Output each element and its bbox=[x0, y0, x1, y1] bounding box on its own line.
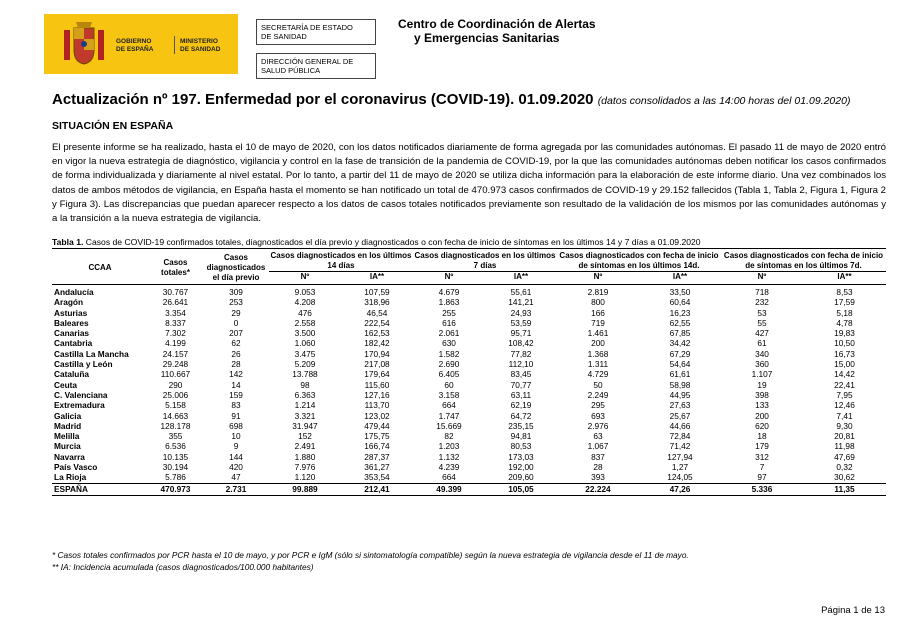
ccaa-name-cell: País Vasco bbox=[54, 462, 98, 473]
total-label-cell: ESPAÑA bbox=[52, 483, 148, 495]
value-cell: 355 bbox=[148, 431, 203, 441]
value-cell: 2.491 bbox=[294, 441, 316, 452]
ccaa-name-cell: La Rioja bbox=[52, 472, 148, 483]
table-row bbox=[52, 308, 886, 318]
value-cell: 29.248 bbox=[162, 359, 189, 370]
col-prev: Casos diagnosticados el día previo bbox=[203, 249, 269, 285]
value-cell: 1.203 bbox=[438, 441, 460, 452]
value-cell: 2.558 bbox=[294, 317, 316, 328]
value-cell: 1.067 bbox=[587, 441, 609, 452]
value-cell: 800 bbox=[591, 297, 605, 308]
value-cell: 60,64 bbox=[669, 297, 691, 308]
value-cell: 6.536 bbox=[165, 441, 186, 452]
col-group-sym7d: Casos diagnosticados con fecha de inicio de síntomas en los últimos 7d. bbox=[721, 249, 886, 272]
value-cell: 17,59 bbox=[834, 297, 855, 308]
value-cell: 318,96 bbox=[364, 297, 390, 308]
value-cell: 3.500 bbox=[269, 328, 341, 338]
value-cell: 50 bbox=[593, 379, 603, 390]
ccaa-name-cell: Asturias bbox=[52, 308, 148, 318]
value-cell: 361,27 bbox=[364, 462, 390, 473]
value-cell: 295 bbox=[591, 400, 605, 411]
value-cell: 719 bbox=[591, 317, 605, 328]
value-cell: 115,60 bbox=[364, 379, 390, 390]
gobierno-text: GOBIERNO DE ESPAÑA bbox=[116, 38, 154, 53]
intro-paragraph: El presente informe se ha realizado, hasta el 10 de mayo de 2020, con los datos notificados diariamente de forma agregada por las comunidades autónomas. El pasado 11 de mayo de 2020 entró en vigor la nueva estrategia de diagnóstico, vigilancia y control en la fase de transición de la pandemia de COVID-19, por la que las comunidades autónomas deben notificar los casos confirmados de forma individualizada y diariamente al nivel estatal. Por lo tanto, a partir del 11 de mayo de 2020 se utiliza dicha información para la elaboración de este informe diario. Una vez combinados los datos de ambos métodos de vigilancia, en España hasta el momento se han notificado un total de 470.973 casos confirmados de COVID-19 y 29.152 fallecidos (Tabla 1, Tabla 2, Figura 1, Figura 2 y Figura 3). Las discrepancias que puedan aparecer respecto a los datos de casos totales notificados previamente son resultado de la validación de los mismos por las comunidades autónomas y a la transición a la nueva estrategia de vigilancia. bbox=[52, 142, 886, 225]
table-row bbox=[52, 390, 886, 400]
ccaa-name-cell: Canarias bbox=[52, 328, 148, 338]
value-cell: 309 bbox=[203, 285, 269, 298]
col-ia: IA** bbox=[369, 272, 385, 281]
value-cell: 70,77 bbox=[510, 379, 532, 390]
value-cell: 46,54 bbox=[341, 308, 413, 318]
value-cell: 83,45 bbox=[485, 369, 557, 379]
value-cell: 64,72 bbox=[485, 411, 557, 421]
value-cell: 1,27 bbox=[671, 462, 689, 473]
value-cell: 82 bbox=[413, 431, 485, 441]
value-cell: 142 bbox=[203, 369, 269, 379]
col-group-sym14d: Casos diagnosticados con fecha de inicio de síntomas en los últimos 14d. bbox=[557, 249, 721, 272]
value-cell: 1.107 bbox=[721, 369, 803, 379]
value-cell: 4.199 bbox=[165, 338, 186, 349]
value-cell: 235,15 bbox=[508, 420, 534, 431]
value-cell: 1.880 bbox=[269, 452, 341, 462]
value-cell: 207 bbox=[203, 328, 269, 338]
value-cell: 124,05 bbox=[639, 472, 721, 483]
value-cell: 200 bbox=[721, 411, 803, 421]
value-cell: 53,59 bbox=[510, 317, 532, 328]
table-row bbox=[52, 411, 886, 421]
value-cell: 67,85 bbox=[639, 328, 721, 338]
value-cell: 9,30 bbox=[836, 420, 853, 431]
value-cell: 24,93 bbox=[485, 308, 557, 318]
table-row bbox=[52, 472, 886, 483]
col-n: Nº bbox=[300, 272, 310, 281]
value-cell: 2.061 bbox=[413, 328, 485, 338]
value-cell: 108,42 bbox=[508, 338, 534, 349]
value-cell: 4.729 bbox=[557, 369, 639, 379]
ccaa-name-cell: Aragón bbox=[54, 297, 84, 308]
table-row bbox=[52, 441, 886, 451]
value-cell: 1.863 bbox=[438, 297, 460, 308]
col-group-7d: Casos diagnosticados en los últimos 7 días bbox=[413, 249, 557, 272]
value-cell: 12,46 bbox=[834, 400, 855, 411]
value-cell: 5,18 bbox=[803, 308, 886, 318]
value-cell: 664 bbox=[413, 472, 485, 483]
table-row bbox=[52, 359, 886, 369]
col-ia: IA** bbox=[672, 272, 688, 281]
value-cell: 47 bbox=[203, 472, 269, 483]
value-cell: 83 bbox=[231, 400, 241, 411]
section-heading: SITUACIÓN EN ESPAÑA bbox=[52, 120, 174, 132]
cases-table bbox=[52, 248, 886, 496]
value-cell: 10.135 bbox=[148, 452, 203, 462]
footnote-1: * Casos totales confirmados por PCR hasta el 10 de mayo, y por PCR e IgM (sólo si sintomatología compatible) según la nueva estrategia de vigilancia desde el 11 de mayo. bbox=[52, 550, 689, 560]
value-cell: 110.667 bbox=[148, 369, 203, 379]
value-cell: 31.947 bbox=[292, 420, 318, 431]
table-row bbox=[52, 328, 886, 338]
col-total: Casos totales* bbox=[148, 249, 203, 285]
value-cell: 1.120 bbox=[269, 472, 341, 483]
value-cell: 55 bbox=[757, 317, 767, 328]
value-cell: 15.669 bbox=[436, 420, 462, 431]
col-n: Nº bbox=[757, 272, 767, 281]
value-cell: 30,62 bbox=[803, 472, 886, 483]
total-value-cell: 470.973 bbox=[148, 483, 203, 495]
total-value-cell: 212,41 bbox=[341, 483, 413, 495]
value-cell: 127,16 bbox=[341, 390, 413, 400]
value-cell: 133 bbox=[755, 400, 769, 411]
value-cell: 1.060 bbox=[294, 338, 316, 349]
value-cell: 2.690 bbox=[438, 359, 460, 370]
value-cell: 20,81 bbox=[803, 431, 886, 441]
value-cell: 353,54 bbox=[341, 472, 413, 483]
value-cell: 398 bbox=[721, 390, 803, 400]
ccaa-name-cell: C. Valenciana bbox=[52, 390, 148, 400]
value-cell: 9 bbox=[233, 441, 239, 452]
ccaa-name-cell: Galicia bbox=[52, 411, 148, 421]
value-cell: 44,95 bbox=[639, 390, 721, 400]
value-cell: 25.006 bbox=[148, 390, 203, 400]
value-cell: 18 bbox=[721, 431, 803, 441]
table-row bbox=[52, 400, 886, 410]
value-cell: 58,98 bbox=[669, 379, 691, 390]
report-title: Actualización nº 197. Enfermedad por el coronavirus (COVID-19). 01.09.2020 (datos consolidados a las 14:00 horas del 01.09.2020) bbox=[52, 91, 851, 108]
ccaa-name-cell: Navarra bbox=[52, 452, 148, 462]
value-cell: 62,55 bbox=[669, 317, 691, 328]
value-cell: 0,32 bbox=[836, 462, 853, 473]
value-cell: 209,60 bbox=[485, 472, 557, 483]
value-cell: 112,10 bbox=[508, 359, 534, 370]
value-cell: 1.747 bbox=[413, 411, 485, 421]
value-cell: 7,41 bbox=[803, 411, 886, 421]
value-cell: 476 bbox=[269, 308, 341, 318]
table-row bbox=[52, 431, 886, 441]
value-cell: 4.239 bbox=[438, 462, 460, 473]
value-cell: 2.819 bbox=[557, 285, 639, 298]
value-cell: 2.249 bbox=[557, 390, 639, 400]
value-cell: 232 bbox=[755, 297, 769, 308]
report-subtitle: (datos consolidados a las 14:00 horas del 01.09.2020) bbox=[597, 95, 851, 107]
col-ia: IA** bbox=[837, 272, 852, 281]
value-cell: 72,84 bbox=[639, 431, 721, 441]
ccaa-name-cell: Cantabria bbox=[54, 338, 93, 349]
value-cell: 11,98 bbox=[834, 441, 855, 452]
value-cell: 91 bbox=[203, 411, 269, 421]
ccaa-name-cell: Andalucía bbox=[52, 285, 148, 298]
ccaa-name-cell: Castilla La Mancha bbox=[52, 349, 148, 359]
total-value-cell: 22.224 bbox=[557, 483, 639, 495]
value-cell: 6.405 bbox=[413, 369, 485, 379]
value-cell: 1.368 bbox=[557, 349, 639, 359]
value-cell: 97 bbox=[721, 472, 803, 483]
value-cell: 22,41 bbox=[834, 379, 855, 390]
value-cell: 175,75 bbox=[341, 431, 413, 441]
value-cell: 340 bbox=[721, 349, 803, 359]
value-cell: 837 bbox=[557, 452, 639, 462]
table-row bbox=[52, 338, 886, 348]
value-cell: 16,23 bbox=[639, 308, 721, 318]
value-cell: 28 bbox=[231, 359, 241, 370]
value-cell: 8.337 bbox=[165, 317, 186, 328]
ccaa-name-cell: Extremadura bbox=[54, 400, 105, 411]
value-cell: 152 bbox=[269, 431, 341, 441]
value-cell: 19 bbox=[757, 379, 767, 390]
value-cell: 200 bbox=[591, 338, 605, 349]
value-cell: 159 bbox=[203, 390, 269, 400]
value-cell: 95,71 bbox=[485, 328, 557, 338]
value-cell: 217,08 bbox=[364, 359, 390, 370]
value-cell: 182,42 bbox=[364, 338, 390, 349]
value-cell: 3.321 bbox=[269, 411, 341, 421]
direccion-box: DIRECCIÓN GENERAL DE SALUD PÚBLICA bbox=[256, 53, 376, 79]
value-cell: 420 bbox=[229, 462, 243, 473]
value-cell: 393 bbox=[557, 472, 639, 483]
value-cell: 14 bbox=[231, 379, 241, 390]
value-cell: 1.132 bbox=[413, 452, 485, 462]
value-cell: 253 bbox=[229, 297, 243, 308]
value-cell: 127,94 bbox=[639, 452, 721, 462]
value-cell: 4.679 bbox=[413, 285, 485, 298]
value-cell: 179 bbox=[755, 441, 769, 452]
value-cell: 312 bbox=[721, 452, 803, 462]
table-caption: Tabla 1. Casos de COVID-19 confirmados totales, diagnosticados el día previo y diagnosticados o con fecha de inicio de síntomas en los últimos 14 y 7 días a 01.09.2020 bbox=[52, 237, 701, 247]
value-cell: 80,53 bbox=[510, 441, 532, 452]
ccaa-name-cell: Cataluña bbox=[52, 369, 148, 379]
value-cell: 170,94 bbox=[341, 349, 413, 359]
value-cell: 29 bbox=[203, 308, 269, 318]
table-row bbox=[52, 421, 886, 431]
value-cell: 698 bbox=[229, 420, 243, 431]
value-cell: 9.053 bbox=[269, 285, 341, 298]
ccaa-name-cell: Murcia bbox=[54, 441, 81, 452]
gobierno-logo bbox=[44, 14, 238, 74]
value-cell: 479,44 bbox=[364, 420, 390, 431]
value-cell: 19,83 bbox=[803, 328, 886, 338]
value-cell: 3.158 bbox=[413, 390, 485, 400]
value-cell: 4.208 bbox=[294, 297, 316, 308]
value-cell: 620 bbox=[755, 420, 769, 431]
value-cell: 27,63 bbox=[669, 400, 691, 411]
value-cell: 7.976 bbox=[294, 462, 316, 473]
ccaa-name-cell: Madrid bbox=[54, 420, 82, 431]
value-cell: 5.158 bbox=[165, 400, 186, 411]
value-cell: 2.976 bbox=[587, 420, 609, 431]
value-cell: 63,11 bbox=[485, 390, 557, 400]
value-cell: 98 bbox=[300, 379, 310, 390]
value-cell: 162,53 bbox=[341, 328, 413, 338]
value-cell: 53 bbox=[721, 308, 803, 318]
value-cell: 61,61 bbox=[639, 369, 721, 379]
value-cell: 34,42 bbox=[669, 338, 691, 349]
total-value-cell: 99.889 bbox=[269, 483, 341, 495]
value-cell: 222,54 bbox=[364, 317, 390, 328]
value-cell: 44,66 bbox=[669, 420, 691, 431]
value-cell: 10 bbox=[203, 431, 269, 441]
value-cell: 7,95 bbox=[803, 390, 886, 400]
value-cell: 26.641 bbox=[162, 297, 189, 308]
value-cell: 55,61 bbox=[485, 285, 557, 298]
value-cell: 47,69 bbox=[803, 452, 886, 462]
value-cell: 616 bbox=[442, 317, 456, 328]
value-cell: 664 bbox=[442, 400, 456, 411]
value-cell: 1.582 bbox=[413, 349, 485, 359]
table-row bbox=[52, 452, 886, 462]
col-ia: IA** bbox=[513, 272, 529, 281]
value-cell: 360 bbox=[755, 359, 769, 370]
table-row bbox=[52, 369, 886, 379]
total-value-cell: 47,26 bbox=[639, 483, 721, 495]
col-ccaa: CCAA bbox=[52, 249, 148, 285]
value-cell: 6.363 bbox=[269, 390, 341, 400]
value-cell: 630 bbox=[442, 338, 456, 349]
value-cell: 3.475 bbox=[269, 349, 341, 359]
value-cell: 30.767 bbox=[148, 285, 203, 298]
col-n: Nº bbox=[444, 272, 454, 281]
total-value-cell: 5.336 bbox=[721, 483, 803, 495]
value-cell: 62,19 bbox=[510, 400, 532, 411]
total-value-cell: 49.399 bbox=[413, 483, 485, 495]
value-cell: 26 bbox=[203, 349, 269, 359]
col-n: Nº bbox=[593, 272, 603, 281]
value-cell: 128.178 bbox=[160, 420, 191, 431]
ccaa-name-cell: Ceuta bbox=[54, 379, 78, 390]
ccaa-name-cell: Castilla y León bbox=[54, 359, 113, 370]
value-cell: 60 bbox=[444, 379, 454, 390]
value-cell: 693 bbox=[557, 411, 639, 421]
value-cell: 33,50 bbox=[639, 285, 721, 298]
table-total-row bbox=[52, 483, 886, 495]
value-cell: 287,37 bbox=[341, 452, 413, 462]
value-cell: 166 bbox=[557, 308, 639, 318]
value-cell: 71,42 bbox=[669, 441, 691, 452]
value-cell: 94,81 bbox=[485, 431, 557, 441]
value-cell: 179,64 bbox=[341, 369, 413, 379]
value-cell: 13.788 bbox=[269, 369, 341, 379]
ccaa-name-cell: Baleares bbox=[54, 317, 89, 328]
value-cell: 192,00 bbox=[508, 462, 534, 473]
value-cell: 123,02 bbox=[341, 411, 413, 421]
value-cell: 54,64 bbox=[669, 359, 691, 370]
value-cell: 255 bbox=[413, 308, 485, 318]
col-group-14d: Casos diagnosticados en los últimos 14 días bbox=[269, 249, 413, 272]
value-cell: 7 bbox=[759, 462, 765, 473]
value-cell: 30.194 bbox=[162, 462, 189, 473]
value-cell: 61 bbox=[757, 338, 767, 349]
value-cell: 144 bbox=[203, 452, 269, 462]
value-cell: 107,59 bbox=[341, 285, 413, 298]
value-cell: 5.786 bbox=[148, 472, 203, 483]
value-cell: 290 bbox=[168, 379, 183, 390]
footnote-2: ** IA: Incidencia acumulada (casos diagnosticados/100.000 habitantes) bbox=[52, 562, 314, 572]
value-cell: 718 bbox=[721, 285, 803, 298]
table-row bbox=[52, 380, 886, 390]
value-cell: 25,67 bbox=[639, 411, 721, 421]
value-cell: 16,73 bbox=[803, 349, 886, 359]
value-cell: 67,29 bbox=[639, 349, 721, 359]
value-cell: 4,78 bbox=[836, 317, 853, 328]
value-cell: 7.302 bbox=[148, 328, 203, 338]
table-row bbox=[52, 462, 886, 472]
total-value-cell: 11,35 bbox=[803, 483, 886, 495]
value-cell: 14.663 bbox=[148, 411, 203, 421]
value-cell: 10,50 bbox=[834, 338, 855, 349]
coat-of-arms-icon bbox=[62, 20, 106, 68]
value-cell: 141,21 bbox=[508, 297, 534, 308]
value-cell: 113,70 bbox=[364, 400, 390, 411]
logo-divider bbox=[174, 36, 175, 54]
total-value-cell: 2.731 bbox=[203, 483, 269, 495]
total-value-cell: 105,05 bbox=[485, 483, 557, 495]
table-row bbox=[52, 297, 886, 307]
value-cell: 24.157 bbox=[148, 349, 203, 359]
table-row bbox=[52, 318, 886, 328]
page-number: Página 1 de 13 bbox=[821, 605, 885, 616]
value-cell: 15,00 bbox=[834, 359, 855, 370]
value-cell: 28 bbox=[593, 462, 603, 473]
value-cell: 166,74 bbox=[364, 441, 390, 452]
value-cell: 3.354 bbox=[148, 308, 203, 318]
centre-name: Centro de Coordinación de Alertas y Emergencias Sanitarias bbox=[398, 17, 596, 45]
value-cell: 1.461 bbox=[557, 328, 639, 338]
value-cell: 1.214 bbox=[294, 400, 316, 411]
value-cell: 173,03 bbox=[485, 452, 557, 462]
value-cell: 77,82 bbox=[485, 349, 557, 359]
value-cell: 14,42 bbox=[803, 369, 886, 379]
value-cell: 5.209 bbox=[294, 359, 316, 370]
value-cell: 427 bbox=[721, 328, 803, 338]
table-row bbox=[52, 349, 886, 359]
value-cell: 1.311 bbox=[587, 359, 609, 370]
value-cell: 63 bbox=[557, 431, 639, 441]
secretaria-box: SECRETARÍA DE ESTADO DE SANIDAD bbox=[256, 19, 376, 45]
table-row bbox=[52, 285, 886, 298]
value-cell: 62 bbox=[231, 338, 241, 349]
value-cell: 0 bbox=[233, 317, 239, 328]
ccaa-name-cell: Melilla bbox=[52, 431, 148, 441]
value-cell: 8,53 bbox=[803, 285, 886, 298]
ministerio-text: MINISTERIO DE SANIDAD bbox=[180, 38, 221, 53]
